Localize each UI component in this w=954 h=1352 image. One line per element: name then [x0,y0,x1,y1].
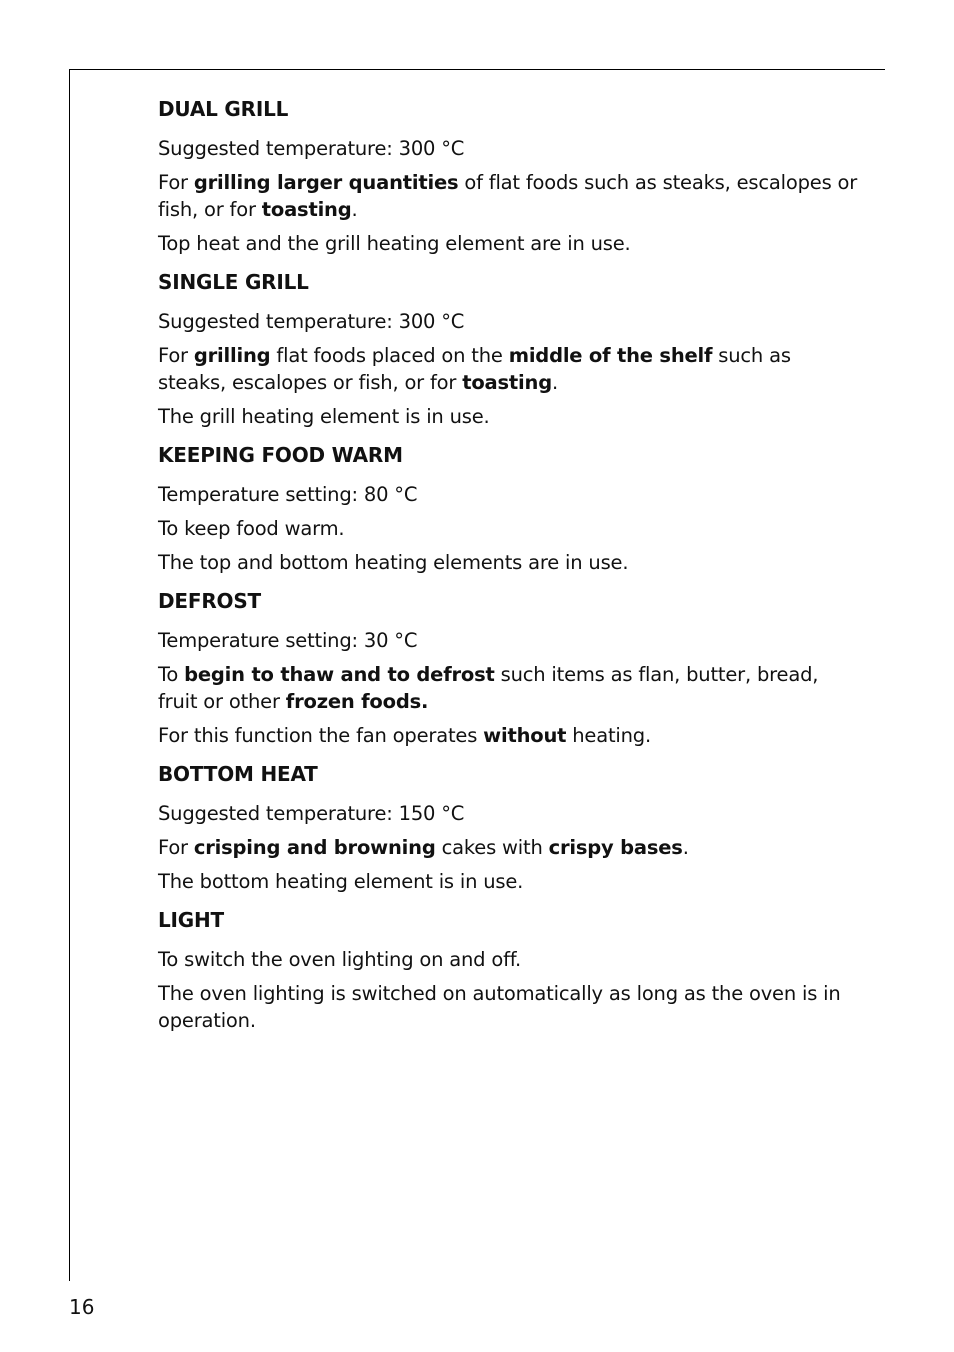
text-run: of flat foods such as steaks, escalopes or fish, or for [158,171,858,221]
text-run: Temperature setting: 30 °C [158,629,418,652]
paragraph [158,627,858,654]
paragraph [158,549,858,576]
paragraph [158,230,858,257]
text-run: The oven lighting is switched on automatically as long as the oven is in operation. [158,982,841,1032]
text-run: Suggested temperature: 150 °C [158,802,465,825]
text-run: Temperature setting: 80 °C [158,483,418,506]
text-run: To keep food warm. [158,517,345,540]
top-rule [69,69,885,70]
section-keeping-food-warm [158,442,858,576]
section-defrost [158,588,858,749]
section-heading: KEEPING FOOD WARM [158,443,403,467]
emphasis-text: crispy bases [548,836,683,859]
text-run: Top heat and the grill heating element are in use. [158,232,631,255]
paragraph [158,868,858,895]
section-heading: BOTTOM HEAT [158,762,318,786]
paragraph [158,342,858,396]
emphasis-text: crisping and browning [193,836,436,859]
text-run: The bottom heating element is in use. [158,870,524,893]
paragraph [158,308,858,335]
text-run: For [158,171,194,194]
document-body [158,96,858,1046]
text-run: heating. [566,724,651,747]
paragraph [158,980,858,1034]
emphasis-text: begin to thaw and to defrost [184,663,495,686]
emphasis-text: toasting [462,371,552,394]
left-rule [69,69,70,1281]
paragraph [158,722,858,749]
section-single-grill [158,269,858,430]
emphasis-text: frozen foods. [285,690,429,713]
text-run: . [551,371,558,394]
paragraph [158,800,858,827]
paragraph [158,403,858,430]
text-run: cakes with [435,836,549,859]
section-light [158,907,858,1034]
paragraph [158,515,858,542]
text-run: flat foods placed on the [270,344,509,367]
text-run: To switch the oven lighting on and off. [158,948,521,971]
text-run: Suggested temperature: 300 °C [158,137,465,160]
paragraph [158,661,858,715]
text-run: Suggested temperature: 300 °C [158,310,465,333]
paragraph [158,481,858,508]
text-run: For [158,836,194,859]
text-run: To [158,663,185,686]
page-number: 16 [69,1295,95,1319]
text-run: For [158,344,194,367]
section-heading: LIGHT [158,908,224,932]
section-heading: DEFROST [158,589,261,613]
paragraph [158,169,858,223]
text-run: For this function the fan operates [158,724,484,747]
emphasis-text: grilling larger quantities [193,171,459,194]
emphasis-text: without [483,724,567,747]
paragraph [158,834,858,861]
text-run: such as steaks, escalopes or fish, or for [158,344,791,394]
section-bottom-heat [158,761,858,895]
text-run: The grill heating element is in use. [158,405,490,428]
section-heading: SINGLE GRILL [158,270,309,294]
paragraph [158,135,858,162]
section-heading: DUAL GRILL [158,97,289,121]
emphasis-text: middle of the shelf [508,344,713,367]
paragraph [158,946,858,973]
text-run: . [682,836,689,859]
section-dual-grill [158,96,858,257]
text-run: such items as flan, butter, bread, fruit or other [158,663,819,713]
emphasis-text: toasting [261,198,352,221]
text-run: . [351,198,358,221]
emphasis-text: grilling [193,344,271,367]
text-run: The top and bottom heating elements are in use. [158,551,629,574]
